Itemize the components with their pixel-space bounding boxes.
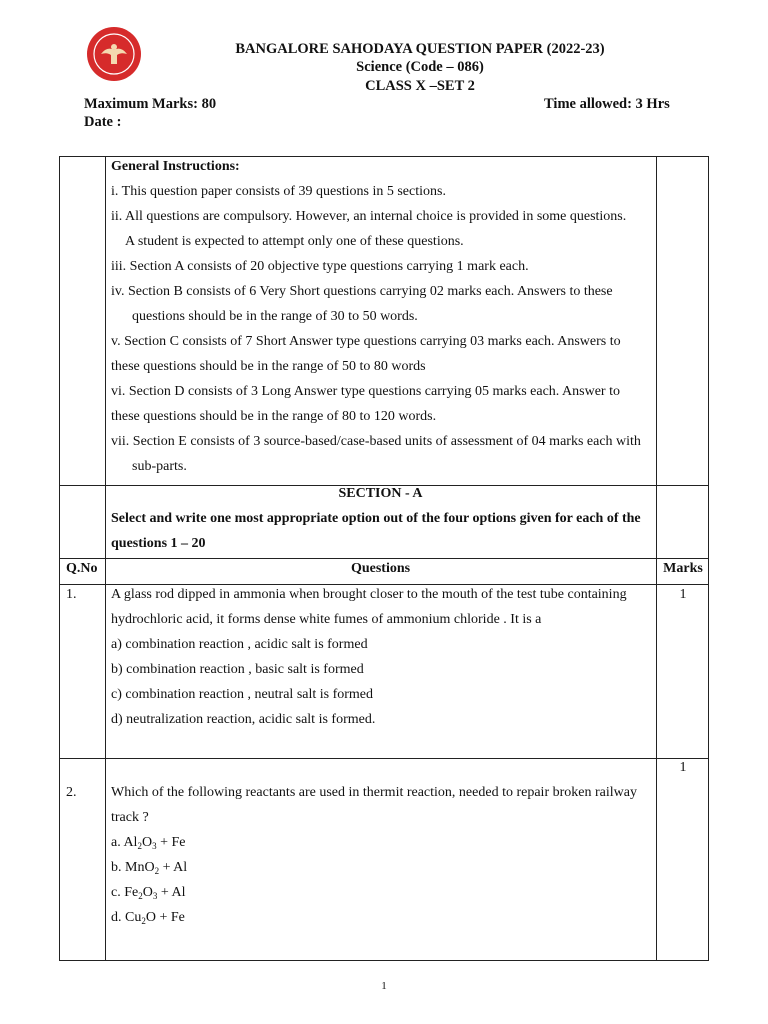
instruction-line: these questions should be in the range of 80 to 120 words. (111, 409, 437, 424)
answer-option: d. $Cu_2O + Fe$ (111, 910, 185, 926)
answer-option: c. $Fe_2O_3 + Al$ (111, 885, 186, 901)
date-label: Date : (84, 114, 122, 130)
header-questions: Questions (350, 561, 411, 576)
instruction-line: vii. Section E consists of 3 source-based/case-based units of assessment of 04 marks each with (111, 434, 641, 449)
section-a-instruction: questions 1 – 20 (111, 536, 206, 551)
instruction-line: vi. Section D consists of 3 Long Answer type questions carrying 05 marks each. Answer to (111, 384, 620, 399)
paper-title: BANGALORE SAHODAYA QUESTION PAPER (2022-23) (235, 41, 605, 57)
answer-option: c) combination reaction , neutral salt is formed (111, 687, 374, 702)
time-allowed: Time allowed: 3 Hrs (544, 96, 670, 112)
instruction-line: iv. Section B consists of 6 Very Short questions carrying 02 marks each. Answers to these (111, 284, 613, 299)
answer-option: d) neutralization reaction, acidic salt is formed. (111, 712, 376, 727)
question-marks: 1 (679, 587, 687, 602)
row-divider (60, 584, 708, 585)
instruction-line: these questions should be in the range of 50 to 80 words (111, 359, 426, 374)
instruction-line: questions should be in the range of 30 to 50 words. (132, 309, 418, 324)
paper-class-set: CLASS X –SET 2 (365, 78, 475, 94)
answer-option: b. MnO$_2$ + Al (111, 860, 188, 876)
row-divider (60, 558, 708, 559)
question-number: 2. (66, 785, 77, 800)
answer-option: b) combination reaction , basic salt is formed (111, 662, 364, 677)
question-marks: 1 (679, 760, 687, 775)
instruction-line: ii. All questions are compulsory. However, an internal choice is provided in some questions. (111, 209, 627, 224)
instruction-line: i. This question paper consists of 39 questions in 5 sections. (111, 184, 446, 199)
instruction-line: iii. Section A consists of 20 objective type questions carrying 1 mark each. (111, 259, 529, 274)
answer-option: a) combination reaction , acidic salt is formed (111, 637, 368, 652)
question-text: A glass rod dipped in ammonia when brought closer to the mouth of the test tube containing (111, 587, 627, 602)
instruction-line: A student is expected to attempt only one of these questions. (125, 234, 464, 249)
section-a-title: SECTION - A (338, 486, 423, 501)
question-text: hydrochloric acid, it forms dense white fumes of ammonium chloride . It is a (111, 612, 542, 627)
header-qno: Q.No (66, 561, 98, 576)
section-a-instruction: Select and write one most appropriate option out of the four options given for each of the (111, 511, 641, 526)
paper-subject: Science (Code – 086) (356, 59, 484, 75)
question-text: track ? (111, 810, 149, 825)
answer-option: a. $Al_2O_3 + Fe$ (111, 835, 186, 851)
page-number: 1 (381, 980, 387, 992)
row-divider (60, 758, 708, 759)
instruction-line: sub-parts. (132, 459, 187, 474)
instruction-line: v. Section C consists of 7 Short Answer type questions carrying 03 marks each. Answers to (111, 334, 621, 349)
header-marks: Marks (663, 561, 703, 576)
question-table (59, 156, 709, 961)
instructions-title: General Instructions: (111, 159, 240, 174)
question-text: Which of the following reactants are used in thermit reaction, needed to repair broken railway (111, 785, 637, 800)
question-number: 1. (66, 587, 77, 602)
max-marks: Maximum Marks: 80 (84, 96, 217, 112)
